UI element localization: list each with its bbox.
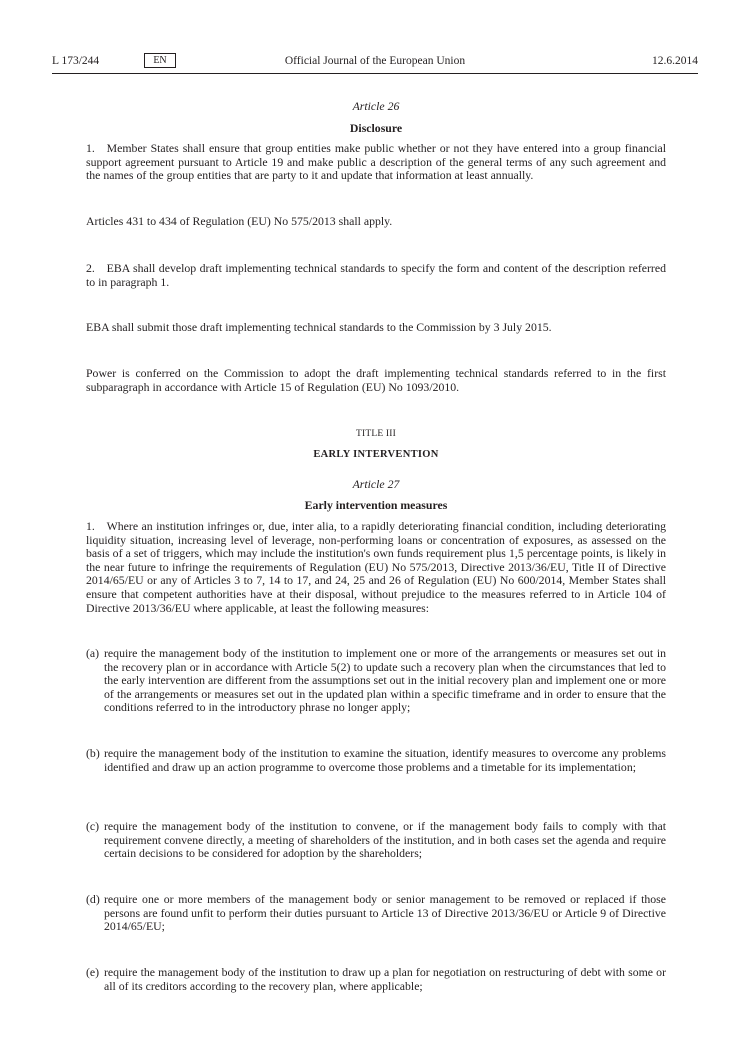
- list-item-c: [86, 820, 666, 861]
- article-26-title: Disclosure: [349, 121, 403, 135]
- article-26-paragraph-2: 2. EBA shall develop draft implementing technical standards to specify the form and content of the description referred to in paragraph 1.: [86, 261, 666, 289]
- header-rule: [52, 73, 698, 74]
- list-item-label: (a): [86, 646, 100, 660]
- article-26-paragraph-2c: Power is conferred on the Commission to adopt the draft implementing technical standards referred to in the first subparagraph in accordance with Article 15 of Regulation (EU) No 1093/2010.: [86, 366, 666, 394]
- list-item-label: (c): [86, 819, 100, 833]
- article-26-paragraph-1: 1. Member States shall ensure that group entities make public whether or not they have entered into a group financial support agreement pursuant to Article 19 and make public a description of the general terms of any such agreement and the names of the group entities that are party to it and update that information at least annually.: [86, 141, 666, 183]
- article-26-paragraph-2b: EBA shall submit those draft implementing technical standards to the Commission by 3 July 2015.: [86, 320, 552, 334]
- title-label: TITLE III: [355, 429, 397, 439]
- list-item-text: require the management body of the institution to implement one or more of the arrangements or measures set out in the recovery plan or in accordance with Article 5(2) to update such a recovery plan when the circumstances that led to the early intervention are different from the assumptions set out in the initial recovery plan and implement one or more of the arrangements or measures set out in the updated plan within a specific timeframe and in order to ensure that the conditions referred to in the introductory phrase no longer apply;: [104, 646, 666, 715]
- list-item-label: (e): [86, 965, 100, 979]
- list-item-text: require one or more members of the management body or senior management to be removed or replaced if those persons are found unfit to perform their duties pursuant to Article 13 of Directive 2013/36/EU or Article 9 of Directive 2014/65/EU;: [104, 892, 666, 934]
- page-reference: L 173/244: [52, 55, 100, 67]
- article-26-number: Article 26: [352, 99, 400, 113]
- article-27-paragraph-1: 1. Where an institution infringes or, due, inter alia, to a rapidly deteriorating financial condition, including deteriorating liquidity situation, increasing level of leverage, non-performing loans or concentration of exposures, as assessed on the basis of a set of triggers, which may include the institution's own funds requirement plus 1,5 percentage points, is likely in the near future to infringe the requirements of Regulation (EU) No 575/2013, Directive 2013/36/EU, Title II of Directive 2014/65/EU or any of Articles 3 to 7, 14 to 17, and 24, 25 and 26 of Regulation (EU) No 600/2014, Member States shall ensure that competent authorities have at their disposal, without prejudice to the measures referred to in Article 104 of Directive 2013/36/EU where applicable, at least the following measures:: [86, 519, 666, 615]
- article-27-title: Early intervention measures: [304, 498, 448, 512]
- page-header: [52, 54, 698, 70]
- list-item-text: require the management body of the institution to draw up a plan for negotiation on restructuring of debt with some or all of its creditors according to the recovery plan, where applicable;: [104, 965, 666, 993]
- list-item-a: [86, 647, 666, 715]
- list-item-text: require the management body of the institution to convene, or if the management body fails to comply with that requirement convene directly, a meeting of shareholders of the institution, and in both cases set the agenda and require certain decisions to be considered for adoption by the shareholders;: [104, 819, 666, 861]
- journal-title: Official Journal of the European Union: [284, 55, 466, 67]
- publication-date: 12.6.2014: [652, 55, 698, 67]
- list-item-e: [86, 966, 666, 993]
- title-heading: EARLY INTERVENTION: [313, 449, 439, 460]
- article-27-number: Article 27: [352, 477, 400, 491]
- language-badge: EN: [144, 53, 176, 68]
- list-item-b: [86, 747, 666, 774]
- list-item-label: (d): [86, 892, 100, 906]
- article-26-paragraph-1b: Articles 431 to 434 of Regulation (EU) No 575/2013 shall apply.: [86, 214, 393, 228]
- list-item-text: require the management body of the institution to examine the situation, identify measures to overcome any problems identified and draw up an action programme to overcome those problems and a timetable for its implementation;: [104, 746, 666, 774]
- list-item-label: (b): [86, 746, 100, 760]
- list-item-d: [86, 893, 666, 934]
